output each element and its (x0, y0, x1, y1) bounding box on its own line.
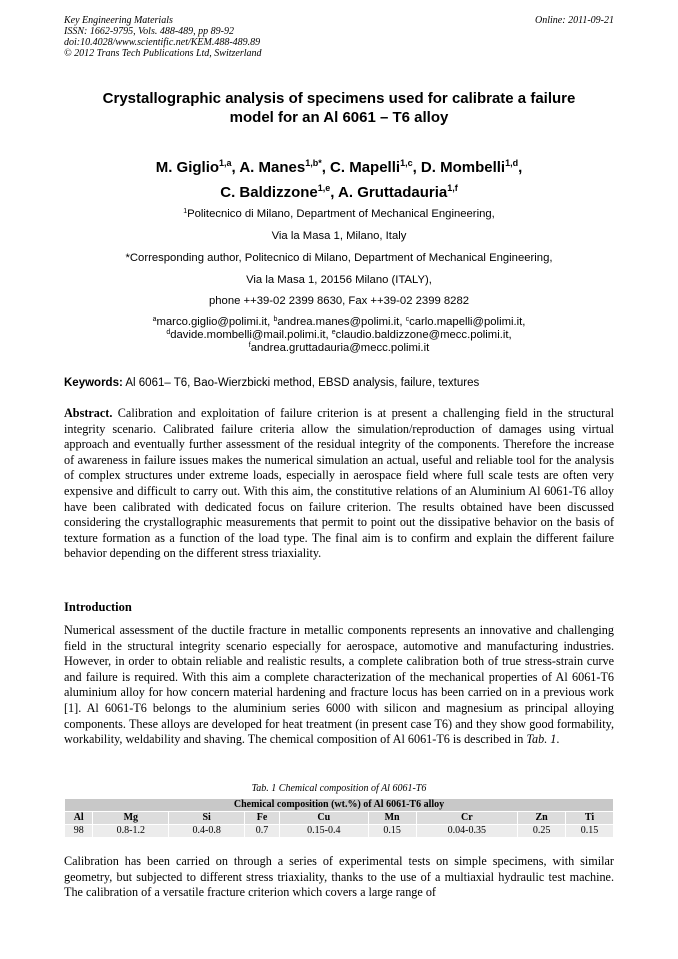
table-cell: 0.15 (566, 825, 614, 838)
table-cell: 0.4-0.8 (169, 825, 245, 838)
abstract-label: Abstract. (64, 406, 113, 420)
table-header: Chemical composition (wt.%) of Al 6061-T6 alloy (65, 799, 614, 812)
table-header-row (65, 799, 614, 812)
phone-fax-line: phone ++39-02 2399 8630, Fax ++39-02 2399 8282 (208, 295, 470, 307)
doi-line: doi:10.4028/www.scientific.net/KEM.488-489.89 (64, 37, 261, 48)
author-sup: 1,f (447, 183, 458, 193)
table-row (65, 825, 614, 838)
table-cell: 0.7 (245, 825, 280, 838)
column-header: Mg (93, 812, 169, 825)
author-name: A. Gruttadauria (338, 184, 448, 201)
author-line-1: M. Giglio$^{1,a}$, A. Manes$^{1,b*}$, C. Mapelli$^{1,c}$, D. Mombelli$^{1,d}$, (155, 158, 523, 176)
column-header: Si (169, 812, 245, 825)
author-name: A. Manes (239, 159, 306, 176)
author-list (64, 155, 614, 205)
journal-header (64, 15, 262, 59)
column-header: Fe (245, 812, 280, 825)
paper-title (64, 89, 614, 127)
author-line-2: C. Baldizzone$^{1,e}$, A. Gruttadauria$^{1,f}$ (220, 183, 458, 201)
email-link[interactable]: andrea.gruttadauria@mecc.polimi.it (250, 342, 430, 354)
table-cell: 0.25 (518, 825, 566, 838)
section-heading-introduction: Introduction (64, 600, 132, 614)
table-cell: 0.15-0.4 (279, 825, 368, 838)
affiliation-line-2: Via la Masa 1, Milano, Italy (271, 230, 407, 242)
table-cell: 98 (65, 825, 93, 838)
column-header: Mn (368, 812, 416, 825)
column-header: Cr (416, 812, 518, 825)
issn-line: ISSN: 1662-9795, Vols. 488-489, pp 89-92 (64, 26, 234, 37)
author-sup: 1,d (505, 158, 519, 168)
keywords-text: Al 6061– T6, Bao-Wierzbicki method, EBSD analysis, failure, textures (122, 377, 480, 389)
keywords (64, 376, 614, 390)
email-link[interactable]: marco.giglio@polimi.it, (156, 316, 274, 328)
author-name: C. Mapelli (330, 159, 401, 176)
column-header: Al (65, 812, 93, 825)
corresponding-line-1: *Corresponding author, Politecnico di Milano, Department of Mechanical Engineering, (125, 252, 553, 264)
email-list: $^a$marco.giglio@polimi.it, $^b$andrea.manes@polimi.it, $^c$carlo.mapelli@polimi.it, $^d$davide.mombelli@mail.polimi.it, $^e$claudio.baldizzone@mecc.polimi.it, $^f$andrea.gruttadauria@mecc.polimi.it (152, 316, 526, 354)
column-header: Zn (518, 812, 566, 825)
column-header: Ti (566, 812, 614, 825)
abstract (64, 406, 614, 562)
affiliation-line-1: $^1$Politecnico di Milano, Department of Mechanical Engineering, (183, 208, 495, 220)
table-column-headers (65, 812, 614, 825)
table-caption: Tab. 1 Chemical composition of Al 6061-T6 (251, 783, 427, 794)
introduction-paragraph: Numerical assessment of the ductile fracture in metallic components represents an innovative and challenging field in the structural integrity scenario especially for aerospace, automotive and manufacturing industries. However, in order to obtain reliable and realistic results, a complete calibration both of true stress-strain curve and failure is required. With this aim a complete characterization of the mechanical properties of Al 6061-T6 aluminium alloy for how concern material hardening and fracture locus has been carried on in a previous work [1]. Al 6061-T6 belongs to the aluminium series 6000 with silicon and magnesium as principal alloying components. These alloys are developed for heat treatment (in present case T6) and they show good formability, workability, weldability and shaving. The chemical composition of Al 6061-T6 is described in Tab. 1. (64, 623, 614, 747)
email-link[interactable]: davide.mombelli@mail.polimi.it, (170, 329, 332, 341)
author-sup: 1,b* (305, 158, 322, 168)
corresponding-line-2: Via la Masa 1, 20156 Milano (ITALY), (246, 274, 432, 286)
copyright-line: © 2012 Trans Tech Publications Ltd, Switzerland (64, 48, 262, 59)
title-line-1: Crystallographic analysis of specimens used for calibrate a failure (102, 90, 576, 107)
table-cell: 0.15 (368, 825, 416, 838)
table-reference-link[interactable]: Tab. 1 (526, 732, 557, 747)
email-link[interactable]: claudio.baldizzone@mecc.polimi.it, (335, 329, 512, 341)
chemical-composition-table (64, 798, 614, 838)
author-name: C. Baldizzone (220, 184, 318, 201)
table-cell: 0.04-0.35 (416, 825, 518, 838)
author-sup: 1,c (400, 158, 413, 168)
author-name: D. Mombelli (420, 159, 506, 176)
author-sup: 1,a (219, 158, 232, 168)
keywords-label: Keywords: (64, 377, 123, 389)
email-link[interactable]: andrea.manes@polimi.it, (277, 316, 406, 328)
author-name: M. Giglio (155, 159, 220, 176)
journal-name: Key Engineering Materials (64, 15, 173, 26)
online-date: Online: 2011-09-21 (535, 15, 614, 26)
table-cell: 0.8-1.2 (93, 825, 169, 838)
email-link[interactable]: carlo.mapelli@polimi.it, (409, 316, 526, 328)
author-sup: 1,e (317, 183, 331, 193)
column-header: Cu (279, 812, 368, 825)
title-line-2: model for an Al 6061 – T6 alloy (229, 109, 449, 126)
calibration-paragraph: Calibration has been carried on through a series of experimental tests on simple specimens, with similar geometry, but subjected to different stress triaxiality, thanks to the use of a multiaxial hydraulic test machine. The calibration of a versatile fracture criterion which covers a large range of (64, 854, 614, 900)
abstract-text: Calibration and exploitation of failure criterion is at present a challenging field in the structural integrity scenario. Calibrated failure criteria allow the simulation/reproduction of damages using virtual approach and eventually further assessment of the residual integrity of the components. Therefore the increase of awareness in failure issues makes the numerical simulation an actual, useful and reliable tool for the analysis of complex structures under extreme loads, especially in aerospace field where full scale tests are often very expensive and difficult to carry out. With this aim, the constitutive relations of an Aluminium Al 6061-T6 alloy have been calibrated with dedicated focus on failure criterion. The results obtained have been discussed considering the crystallographic measurements that permit to point out the dissipative behavior on the basis of texture formation as a function of the load type. The final aim is to confirm and explain the different failure behavior depending on the different stress triaxiality. (64, 406, 614, 561)
